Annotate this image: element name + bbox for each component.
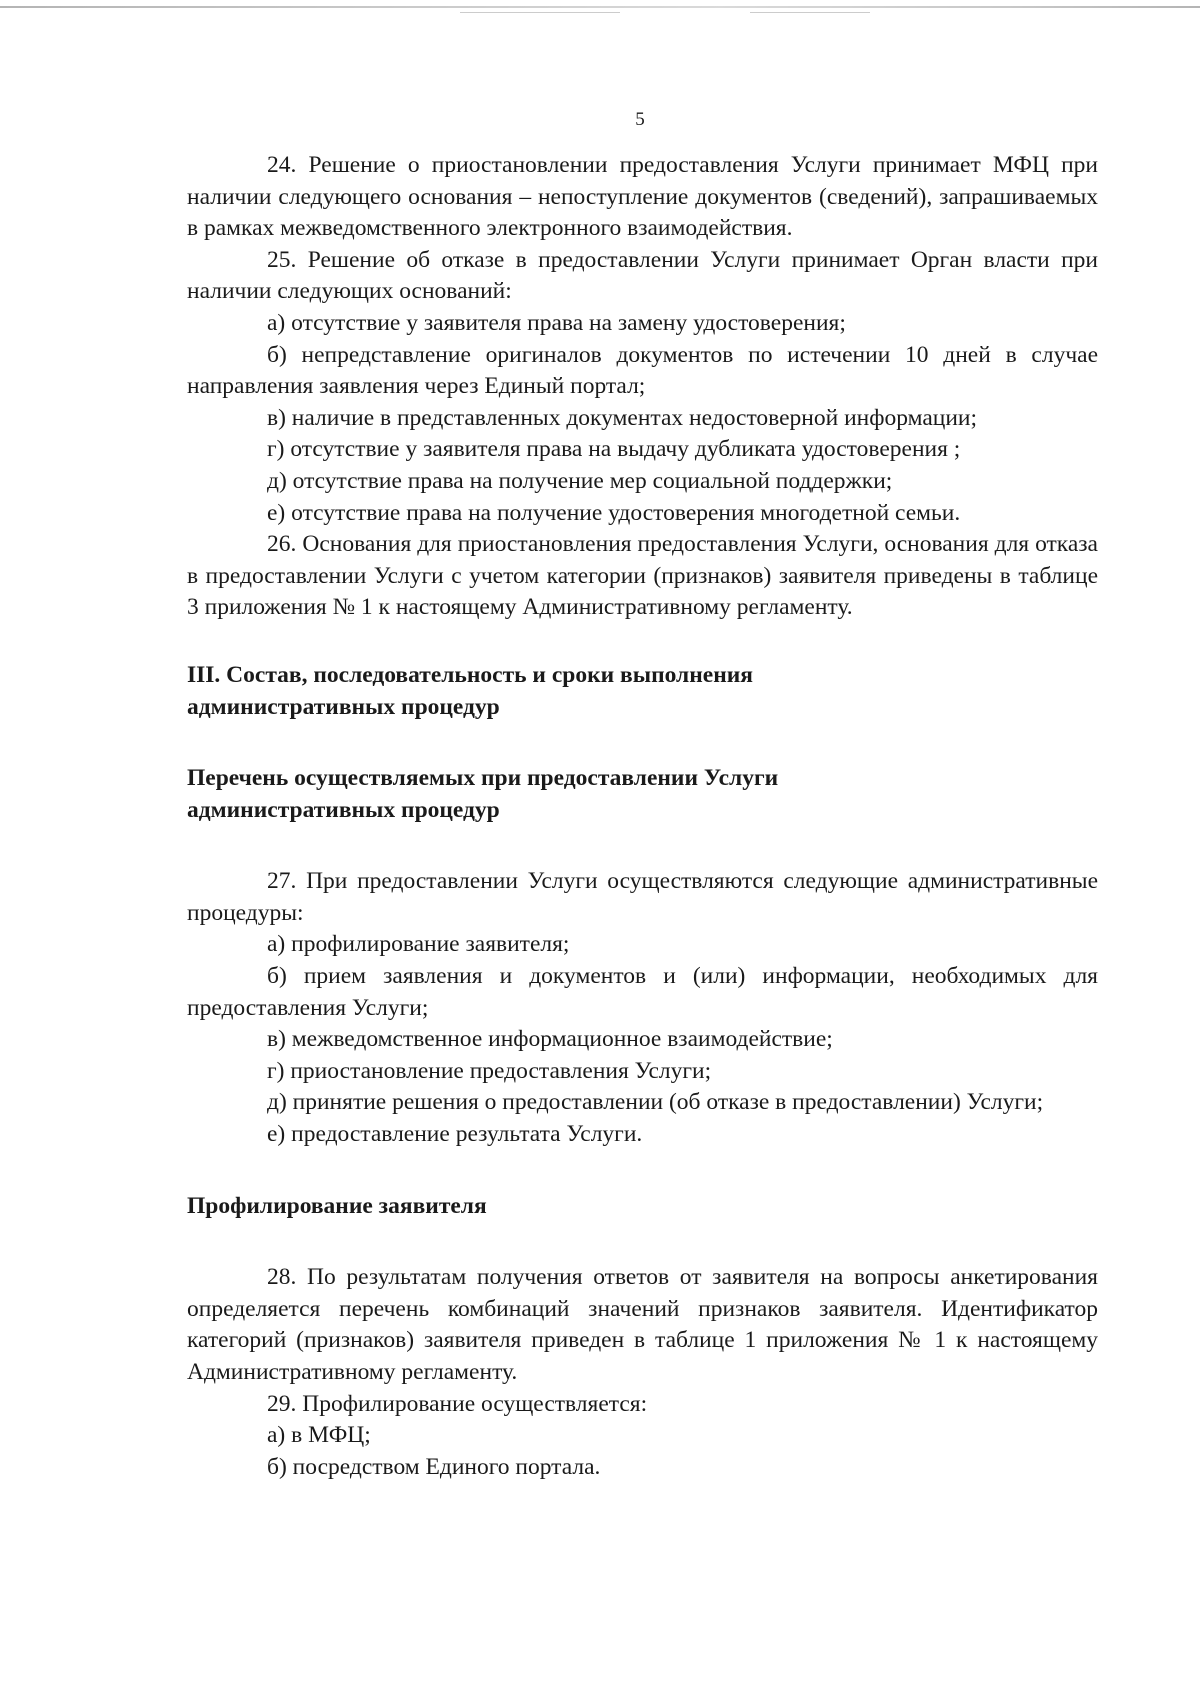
list-item-27e: е) предоставление результата Услуги.: [267, 1121, 643, 1148]
scan-mark: [460, 12, 620, 13]
list-item-25g: г) отсутствие у заявителя права на выдачу дубликата удостоверения ;: [267, 436, 961, 463]
section-heading-line1: III. Состав, последовательность и сроки выполнения: [187, 661, 754, 688]
list-item-29b: б) посредством Единого портала.: [267, 1453, 601, 1480]
paragraph-26: 26. Основания для приостановления предоставления Услуги, основания для отказа в предоставлении Услуги с учетом категории (признаков) заявителя приведены в таблице 3 приложения № 1 к настоящему Административному регламенту.: [187, 531, 1098, 621]
scan-mark: [750, 12, 870, 13]
document-body: [187, 150, 1098, 1483]
subheading-procedures: [187, 763, 1098, 826]
list-item-27a: а) профилирование заявителя;: [267, 931, 570, 958]
paragraph-25: 25. Решение об отказе в предоставлении Услуги принимает Орган власти при наличии следующих оснований:: [187, 246, 1098, 305]
list-item-25b: б) непредставление оригиналов документов по истечении 10 дней в случае направления заявления через Единый портал;: [187, 341, 1098, 400]
subheading-profiling: Профилирование заявителя: [187, 1192, 487, 1219]
list-item-25a: а) отсутствие у заявителя права на замену удостоверения;: [267, 309, 846, 336]
list-item-27v: в) межведомственное информационное взаимодействие;: [267, 1026, 833, 1053]
list-item-27g: г) приостановление предоставления Услуги;: [267, 1057, 712, 1084]
subheading-procedures-line2: административных процедур: [187, 796, 500, 823]
paragraph-29: 29. Профилирование осуществляется:: [267, 1390, 648, 1417]
list-item-25d: д) отсутствие права на получение мер социальной поддержки;: [267, 467, 893, 494]
list-item-29a: а) в МФЦ;: [267, 1422, 371, 1449]
list-item-25v: в) наличие в представленных документах недостоверной информации;: [267, 404, 978, 431]
page-number: 5: [635, 109, 645, 130]
paragraph-24: 24. Решение о приостановлении предоставления Услуги принимает МФЦ при наличии следующего основания – непоступление документов (сведений), запрашиваемых в рамках межведомственного электронного взаимодействия.: [187, 152, 1098, 242]
scan-top-edge: [0, 6, 1200, 8]
section-heading-line2: административных процедур: [187, 693, 500, 720]
subheading-procedures-line1: Перечень осуществляемых при предоставлении Услуги: [187, 765, 779, 792]
section-heading: [187, 660, 1098, 723]
list-item-27b: б) прием заявления и документов и (или) информации, необходимых для предоставления Услуги;: [187, 963, 1098, 1021]
list-item-25e: е) отсутствие права на получение удостоверения многодетной семьи.: [267, 499, 961, 526]
paragraph-27: 27. При предоставлении Услуги осуществляются следующие административные процедуры:: [187, 868, 1098, 926]
list-item-27d: д) принятие решения о предоставлении (об отказе в предоставлении) Услуги;: [267, 1089, 1044, 1116]
paragraph-28: 28. По результатам получения ответов от заявителя на вопросы анкетирования определяется перечень комбинаций значений признаков заявителя. Идентификатор категорий (признаков) заявителя приведен в таблице 1 приложения № 1 к настоящему Административному регламенту.: [187, 1264, 1098, 1385]
